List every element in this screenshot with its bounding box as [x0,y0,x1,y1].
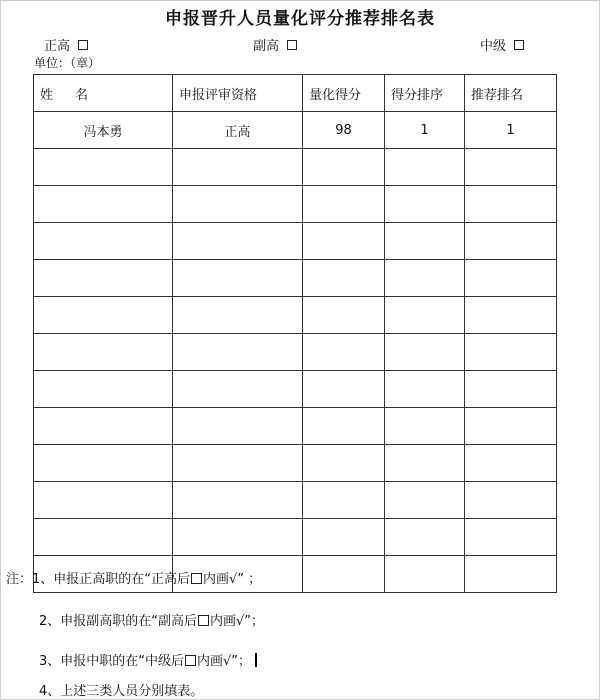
empty-cell[interactable] [465,408,557,445]
empty-cell[interactable] [173,223,303,260]
note-1-suffix: 内画√” ； [203,572,262,587]
empty-cell[interactable] [34,260,173,297]
empty-cell[interactable] [34,482,173,519]
header-name-given: 名 [75,87,89,103]
empty-cell[interactable] [34,519,173,556]
empty-cell[interactable] [465,223,557,260]
empty-cell[interactable] [303,519,385,556]
cell-score[interactable]: 98 [303,112,385,149]
table-row [34,260,557,297]
empty-cell[interactable] [465,186,557,223]
note-4-text: 4、上述三类人员分别填表。 [39,684,204,699]
empty-cell[interactable] [173,482,303,519]
header-recommend-rank: 推荐排名 [465,75,557,112]
empty-cell[interactable] [465,334,557,371]
note-2-suffix: 内画√”； [210,614,265,629]
empty-cell[interactable] [303,186,385,223]
empty-cell[interactable] [34,149,173,186]
level-senior-checkbox[interactable] [78,40,88,50]
checkbox-glyph-icon [191,573,202,584]
empty-cell[interactable] [385,149,465,186]
note-2-prefix: 2、申报副高职的在“副高后 [39,614,198,629]
checkbox-glyph-icon [198,615,209,626]
empty-cell[interactable] [34,297,173,334]
table-row [34,149,557,186]
checkbox-glyph-icon [185,655,196,666]
empty-cell[interactable] [303,556,385,593]
empty-cell[interactable] [34,334,173,371]
table-row [34,223,557,260]
table-row [34,408,557,445]
empty-cell[interactable] [173,186,303,223]
empty-cell[interactable] [385,260,465,297]
empty-cell[interactable] [173,519,303,556]
empty-cell[interactable] [34,445,173,482]
empty-cell[interactable] [173,297,303,334]
empty-cell[interactable] [465,556,557,593]
empty-cell[interactable] [303,260,385,297]
empty-cell[interactable] [465,297,557,334]
empty-cell[interactable] [385,186,465,223]
empty-cell[interactable] [34,186,173,223]
header-score-rank: 得分排序 [385,75,465,112]
empty-cell[interactable] [303,482,385,519]
table-row [34,371,557,408]
empty-cell[interactable] [173,149,303,186]
empty-cell[interactable] [385,482,465,519]
empty-cell[interactable] [173,371,303,408]
note-3 [39,650,257,669]
header-score: 量化得分 [303,75,385,112]
ranking-table [33,74,557,593]
level-middle [480,35,524,54]
empty-cell[interactable] [303,297,385,334]
note-3-prefix: 3、申报中职的在“中级后 [39,654,185,669]
cell-qualification[interactable]: 正高 [173,112,303,149]
level-middle-label: 中级 [480,39,507,54]
level-senior-label: 正高 [44,39,71,54]
empty-cell[interactable] [385,408,465,445]
empty-cell[interactable] [303,445,385,482]
empty-cell[interactable] [303,334,385,371]
empty-cell[interactable] [465,371,557,408]
empty-cell[interactable] [173,445,303,482]
empty-cell[interactable] [173,334,303,371]
cell-name[interactable]: 冯本勇 [34,112,173,149]
table-row [34,482,557,519]
empty-cell[interactable] [385,334,465,371]
empty-cell[interactable] [303,223,385,260]
note-1-prefix: 注：1、申报正高职的在“正高后 [6,572,191,587]
level-middle-checkbox[interactable] [514,40,524,50]
level-deputy-label: 副高 [253,39,280,54]
empty-cell[interactable] [465,149,557,186]
header-name [34,75,173,112]
cell-recommend-rank[interactable]: 1 [465,112,557,149]
unit-label: 单位：（章） [34,56,101,70]
empty-cell[interactable] [34,408,173,445]
level-senior [44,35,88,54]
empty-cell[interactable] [173,408,303,445]
empty-cell[interactable] [34,223,173,260]
empty-cell[interactable] [385,223,465,260]
table-row [34,112,557,149]
empty-cell[interactable] [465,482,557,519]
empty-cell[interactable] [385,519,465,556]
table-row [34,445,557,482]
table-row [34,519,557,556]
table-header-row [34,75,557,112]
empty-cell[interactable] [385,297,465,334]
empty-cell[interactable] [385,445,465,482]
note-3-suffix: 内画√”； [197,654,252,669]
empty-cell[interactable] [385,371,465,408]
level-deputy [253,35,297,54]
empty-cell[interactable] [465,519,557,556]
note-1 [6,568,261,587]
table-row [34,297,557,334]
level-deputy-checkbox[interactable] [287,40,297,50]
header-name-surname: 姓 [40,87,54,103]
empty-cell[interactable] [173,260,303,297]
header-qualification: 申报评审资格 [173,75,303,112]
empty-cell[interactable] [465,445,557,482]
empty-cell[interactable] [303,149,385,186]
text-cursor-icon [255,653,257,667]
empty-cell[interactable] [303,408,385,445]
table-row [34,334,557,371]
page-title: 申报晋升人员量化评分推荐排名表 [165,9,435,29]
table-row [34,186,557,223]
empty-cell[interactable] [34,371,173,408]
empty-cell[interactable] [385,556,465,593]
note-2 [39,610,264,629]
empty-cell[interactable] [303,371,385,408]
cell-score-rank[interactable]: 1 [385,112,465,149]
note-4 [39,680,203,699]
empty-cell[interactable] [465,260,557,297]
